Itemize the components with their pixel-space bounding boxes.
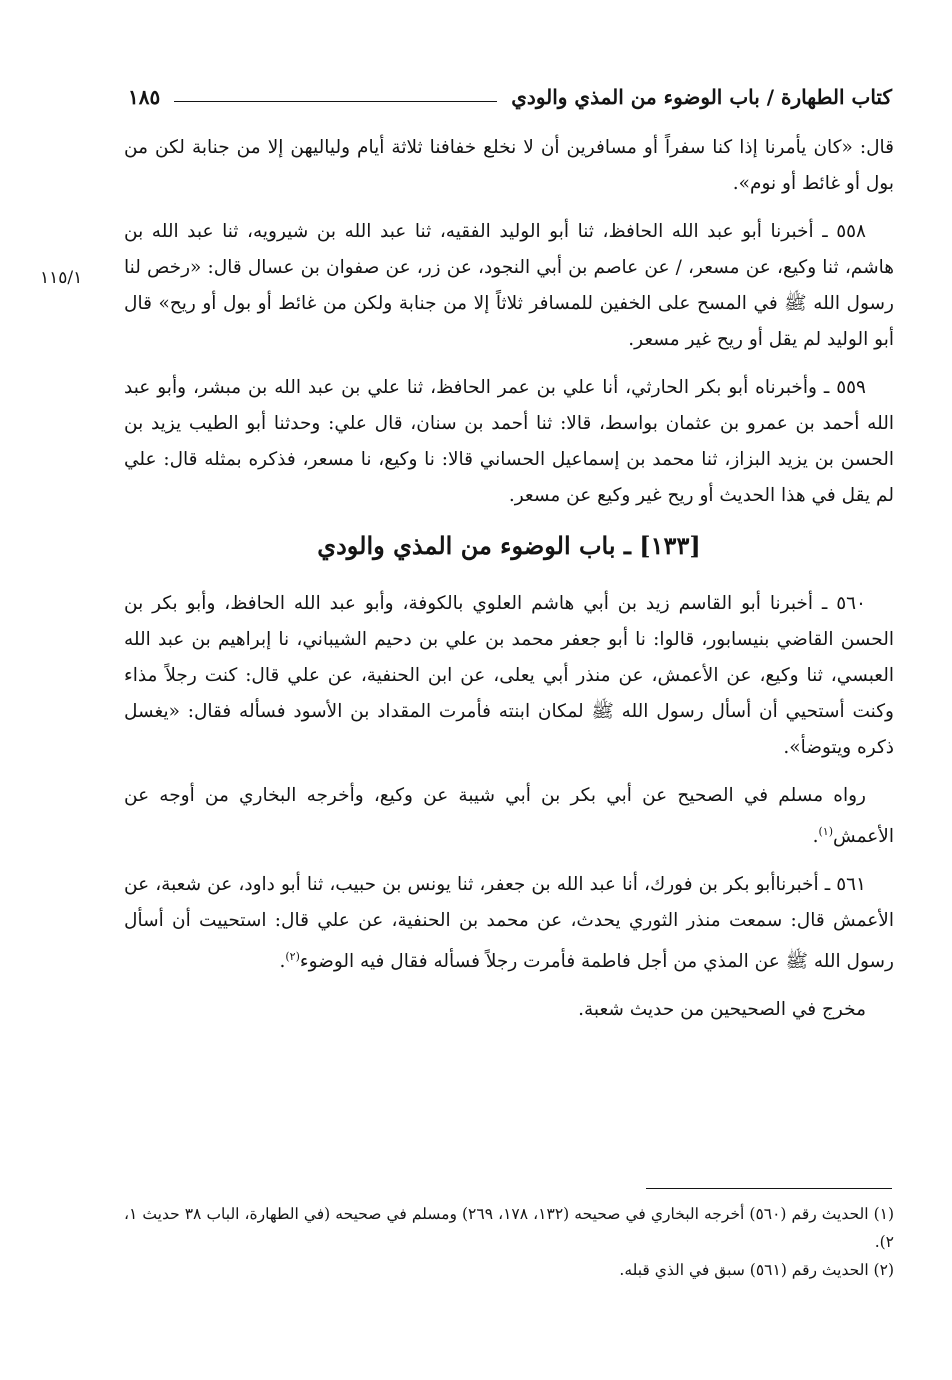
paragraph-561-note: مخرج في الصحيحين من حديث شعبة. bbox=[578, 999, 866, 1021]
paragraph-560-note: رواه مسلم في الصحيح عن أبي بكر بن أبي شيبة عن وكيع، وأخرجه البخاري من أوجه عن الأعمش$^{(١)}$. bbox=[124, 785, 894, 848]
paragraph-560: ٥٦٠ ـ أخبرنا أبو القاسم زيد بن أبي هاشم العلوي بالكوفة، وأبو عبد الله الحافظ، وأبو بكر بن الحسن القاضي بنيسابور، قالوا: نا أبو جعفر محمد بن علي بن دحيم الشيباني، نا إبراهيم بن عبد الله العبسي، ثنا وكيع، عن الأعمش، عن منذر أبي يعلى، عن ابن الحنفية، عن علي قال: كنت رجلاً مذاء وكنت أستحيي أن أسأل رسول الله ﷺ لمكان ابنته فأمرت المقداد بن الأسود فسأله فقال: «يغسل ذكره ويتوضأ». bbox=[124, 593, 894, 758]
paragraph-559: ٥٥٩ ـ وأخبرناه أبو بكر الحارثي، أنا علي بن عمر الحافظ، ثنا علي بن عبد الله بن مبشر، وأبو عبد الله أحمد بن عمرو بن عثمان بواسط، قالا: ثنا أحمد بن سنان، قال علي: وحدثنا أبو الطيب يزيد بن الحسن بن يزيد البزاز، ثنا محمد بن إسماعيل الحساني قالا: نا وكيع، نا مسعر، فذكره بمثله قال: علي لم يقل في هذا الحديث أو ريح غير وكيع عن مسعر. bbox=[124, 377, 894, 506]
paragraph-561-text: ٥٦١ ـ أخبرناأبو بكر بن فورك، أنا عبد الله بن جعفر، ثنا يونس بن حبيب، ثنا أبو داود، عن شعبة، عن الأعمش قال: سمعت منذر الثوري يحدث، عن محمد بن الحنفية، عن علي قال: استحييت أن أسأل رسول الله ﷺ عن المذي من أجل فاطمة فأمرت رجلاً فسأله فقال فيه الوضوء bbox=[124, 874, 894, 973]
footnote-1: (١) الحديث رقم (٥٦٠) أخرجه البخاري في صحيحه (١٣٢، ١٧٨، ٢٦٩) ومسلم في صحيحه (في الطهارة، الباب ٣٨ حديث ١، ٢). bbox=[124, 1205, 895, 1251]
margin-reference: ١١٥/١ bbox=[40, 268, 83, 288]
footnote-2: (٢) الحديث رقم (٥٦١) سبق في الذي قبله. bbox=[619, 1261, 894, 1279]
page-number: ١٨٥ bbox=[128, 85, 161, 109]
footnote-ref-1: (١) bbox=[818, 825, 833, 838]
running-header bbox=[128, 80, 892, 114]
main-text bbox=[124, 130, 894, 1040]
paragraph-560-note-text: رواه مسلم في الصحيح عن أبي بكر بن أبي شيبة عن وكيع، وأخرجه البخاري من أوجه عن الأعمش bbox=[124, 785, 894, 848]
footnotes bbox=[124, 1200, 894, 1284]
chapter-heading: [١٣٣] ـ باب الوضوء من المذي والودي bbox=[317, 531, 701, 560]
footnote-divider bbox=[646, 1188, 892, 1189]
footnote-ref-2: (٢) bbox=[285, 950, 300, 964]
paragraph-intro: قال: «كان يأمرنا إذا كنا سفراً أو مسافرين أن لا نخلع خفافنا ثلاثة أيام ولياليهن إلا من جنابة لكن من بول أو غائط أو نوم». bbox=[124, 137, 894, 194]
header-rule bbox=[174, 101, 497, 102]
paragraph-561: ٥٦١ ـ أخبرناأبو بكر بن فورك، أنا عبد الله بن جعفر، ثنا يونس بن حبيب، ثنا أبو داود، عن شعبة، عن الأعمش قال: سمعت منذر الثوري يحدث، عن محمد بن الحنفية، عن علي قال: استحييت أن أسأل رسول الله ﷺ عن المذي من أجل فاطمة فأمرت رجلاً فسأله فقال فيه الوضوء$^{(٢)}$. bbox=[124, 874, 894, 973]
running-title: كتاب الطهارة / باب الوضوء من المذي والودي bbox=[511, 85, 892, 109]
paragraph-558: ٥٥٨ ـ أخبرنا أبو عبد الله الحافظ، ثنا أبو الوليد الفقيه، ثنا عبد الله بن شيرويه، ثنا عبد الله بن هاشم، ثنا وكيع، عن مسعر، / عن عاصم بن أبي النجود، عن زر، عن صفوان بن عسال قال: «رخص لنا رسول الله ﷺ في المسح على الخفين للمسافر ثلاثاً إلا من جنابة ولكن من غائط أو بول أو ريح» قال أبو الوليد لم يقل أو ريح غير مسعر. bbox=[124, 221, 894, 350]
